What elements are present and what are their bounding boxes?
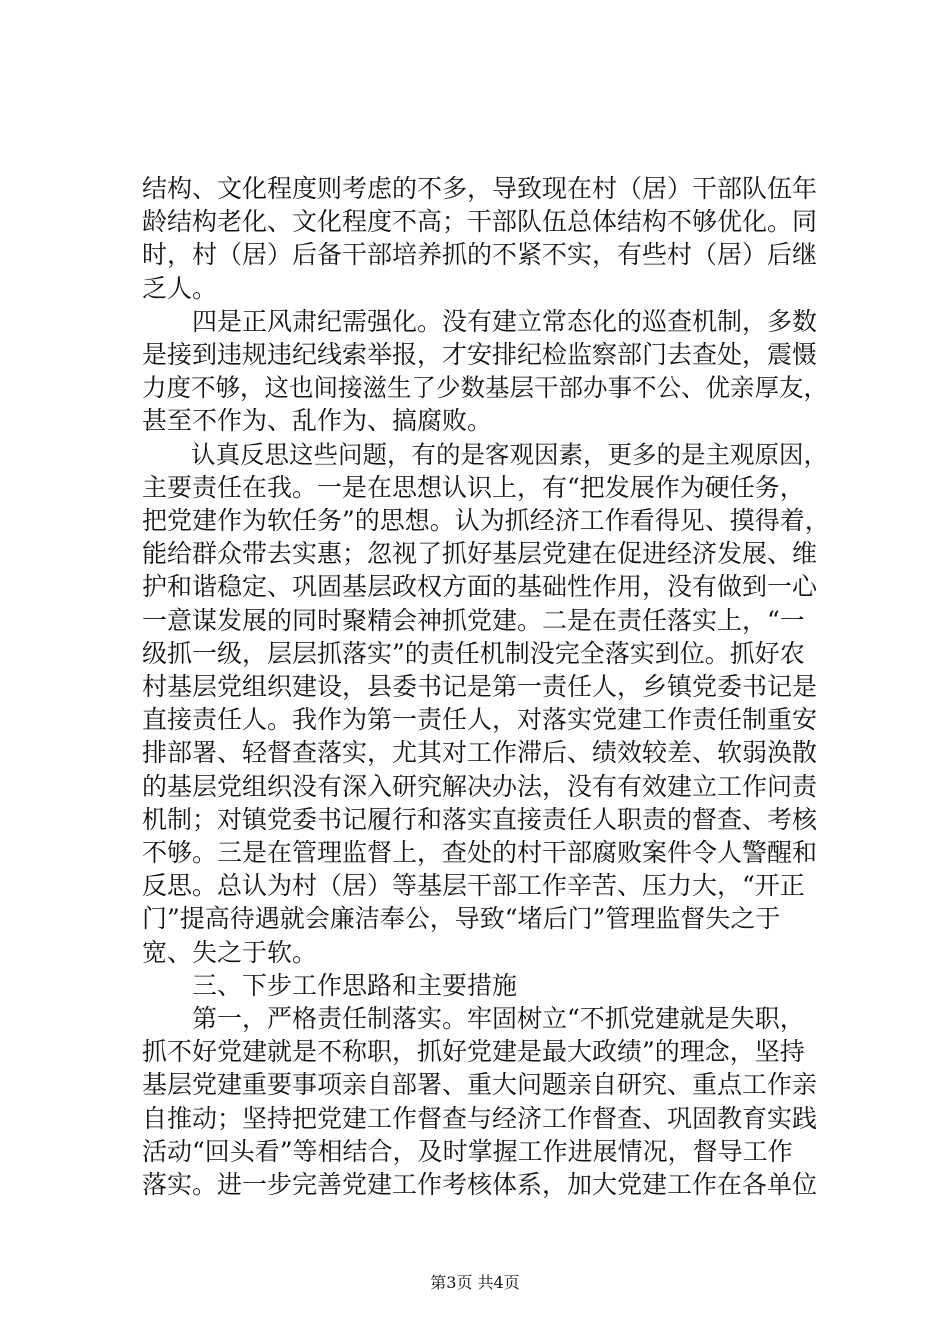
text-line: 不够。三是在管理监督上，查处的村干部腐败案件令人警醒和 — [142, 838, 818, 867]
text-line: 龄结构老化、文化程度不高；干部队伍总体结构不够优化。同 — [142, 207, 818, 237]
text-line: 一意谋发展的同时聚精会神抓党建。二是在责任落实上，“一 — [142, 605, 805, 635]
page-number-footer: 第3页 共4页 — [430, 1273, 520, 1292]
text-line: 排部署、轻督查落实，尤其对工作滞后、绩效较差、软弱涣散 — [142, 738, 818, 768]
text-line: 机制；对镇党委书记履行和落实直接责任人职责的督查、考核 — [142, 804, 818, 834]
text-line: 基层党建重要事项亲自部署、重大问题亲自研究、重点工作亲 — [142, 1070, 818, 1100]
text-line: 门”提高待遇就会廉洁奉公，导致“堵后门”管理监督失之于 — [142, 904, 781, 934]
text-line: 自推动；坚持把党建工作督查与经济工作督查、巩固教育实践 — [142, 1103, 818, 1133]
text-line: 四是正风肃纪需强化。没有建立常态化的巡查机制，多数 — [142, 306, 818, 336]
text-line: 的基层党组织没有深入研究解决办法，没有有效建立工作问责 — [142, 771, 818, 801]
text-line: 活动“回头看”等相结合，及时掌握工作进展情况，督导工作 — [142, 1136, 793, 1166]
text-line: 直接责任人。我作为第一责任人，对落实党建工作责任制重安 — [142, 705, 818, 735]
text-line: 力度不够，这也间接滋生了少数基层干部办事不公、优亲厚友， — [142, 373, 828, 403]
text-line: 结构、文化程度则考虑的不多，导致现在村（居）干部队伍年 — [142, 174, 818, 203]
text-line: 认真反思这些问题，有的是客观因素，更多的是主观原因， — [142, 439, 828, 469]
text-line: 落实。进一步完善党建工作考核体系，加大党建工作在各单位 — [142, 1170, 818, 1199]
text-line: 时，村（居）后备干部培养抓的不紧不实，有些村（居）后继 — [142, 240, 818, 270]
text-line: 是接到违规违纪线索举报，才安排纪检监察部门去查处，震慑 — [142, 340, 818, 369]
text-line: 主要责任在我。一是在思想认识上，有“把发展作为硬任务， — [142, 472, 805, 502]
text-line: 甚至不作为、乱作为、搞腐败。 — [142, 406, 493, 436]
text-line: 第一，严格责任制落实。牢固树立“不抓党建就是失职， — [142, 1004, 805, 1033]
text-line: 抓不好党建就是不称职，抓好党建是最大政绩”的理念，坚持 — [142, 1037, 805, 1067]
text-line: 宽、失之于软。 — [142, 937, 318, 967]
text-line: 护和谐稳定、巩固基层政权方面的基础性作用，没有做到一心 — [142, 572, 818, 602]
text-line: 村基层党组织建设，县委书记是第一责任人，乡镇党委书记是 — [142, 672, 818, 701]
text-line: 级抓一级，层层抓落实”的责任机制没完全落实到位。抓好农 — [142, 638, 805, 668]
text-line: 能给群众带去实惠；忽视了抓好基层党建在促进经济发展、维 — [142, 539, 818, 569]
text-line: 乏人。 — [142, 273, 218, 303]
section-heading: 三、下步工作思路和主要措施 — [142, 970, 518, 1000]
text-line: 把党建作为软任务”的思想。认为抓经济工作看得见、摸得着， — [142, 506, 830, 535]
text-line: 反思。总认为村（居）等基层干部工作辛苦、压力大，“开正 — [142, 871, 805, 901]
